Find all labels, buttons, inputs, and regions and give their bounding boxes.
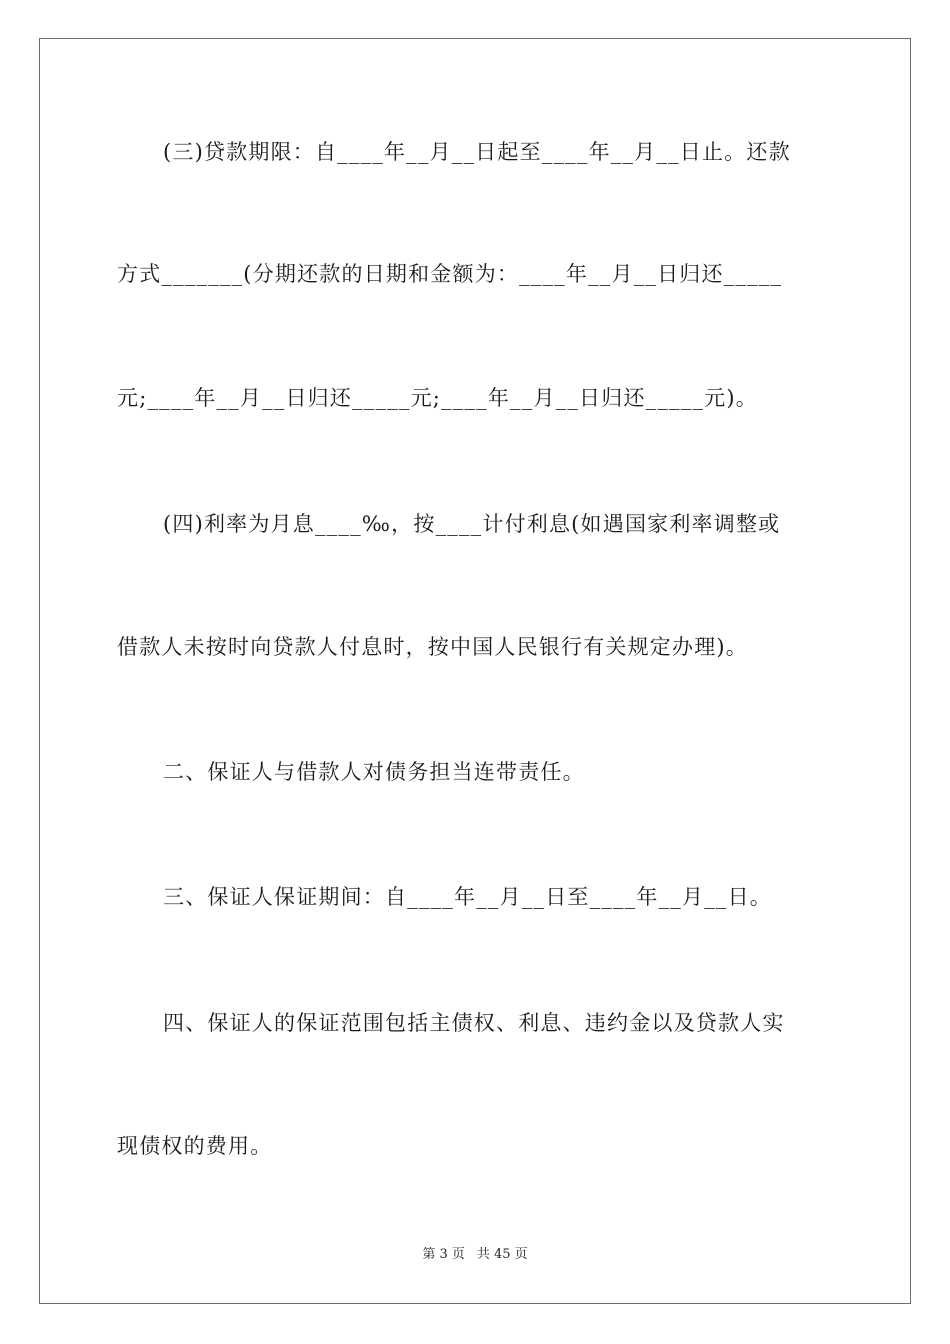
paragraph-joint-liability: 二、保证人与借款人对债务担当连带责任。: [163, 760, 585, 784]
paragraph-guarantee-scope: 四、保证人的保证范围包括主债权、利息、违约金以及贷款人实: [163, 1011, 785, 1035]
page-number: 第 3 页: [422, 1247, 465, 1262]
paragraph-repayment-method: 方式_______(分期还款的日期和金额为：____年__月__日归还_____: [117, 262, 783, 286]
paragraph-guarantee-scope-continued: 现债权的费用。: [117, 1134, 273, 1158]
paragraph-interest-rate: (四)利率为月息____‰，按____计付利息(如遇国家利率调整或: [163, 512, 781, 536]
paragraph-repayment-continued: 元;____年__月__日归还_____元;____年__月__日归还_____元)。: [117, 386, 758, 410]
paragraph-interest-continued: 借款人未按时向贷款人付息时，按中国人民银行有关规定办理)。: [117, 635, 748, 659]
page-border: [39, 38, 911, 1304]
paragraph-loan-term: (三)贷款期限：自____年__月__日起至____年__月__日止。还款: [163, 140, 791, 164]
paragraph-guarantee-period: 三、保证人保证期间：自____年__月__日至____年__月__日。: [163, 885, 772, 909]
page-footer: [0, 1246, 950, 1264]
page-total: 共 45 页: [476, 1247, 528, 1262]
